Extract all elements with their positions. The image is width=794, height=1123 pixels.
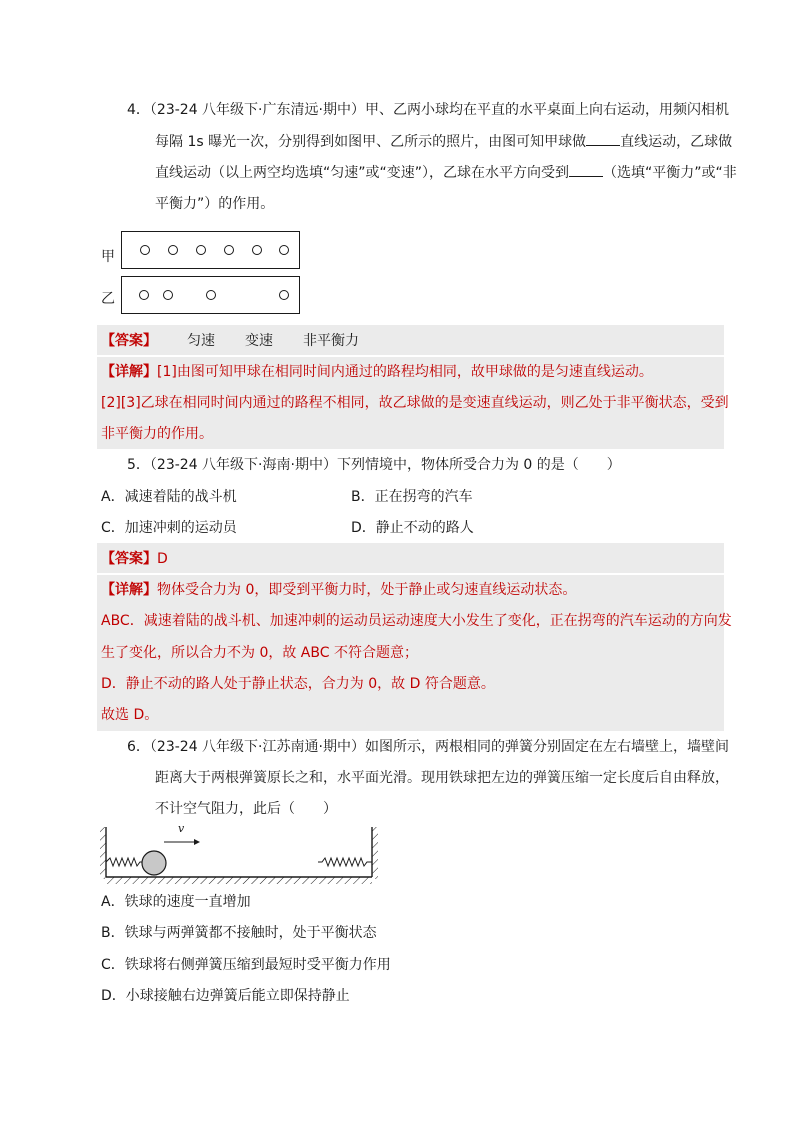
q5-detail-line2: ABC．减速着陆的战斗机、加速冲刺的运动员运动速度大小发生了变化，正在拐弯的汽车运动的方向发 (101, 613, 732, 629)
q6-line1 (127, 737, 729, 757)
q6-option-d[interactable]: D．小球接触右边弹簧后能立即保持静止 (101, 988, 350, 1004)
q5-source: （23-24 八年级下·海南·期中） (149, 457, 337, 473)
q4-line3 (155, 162, 737, 183)
q4-blank-1[interactable] (586, 131, 620, 146)
ball-jia-2 (168, 245, 178, 255)
q4-answer (101, 331, 359, 351)
q4-line4 (155, 194, 274, 214)
q4-answer-3: 非平衡力 (303, 333, 359, 349)
q5-detail-line1 (101, 580, 576, 600)
q4-source: （23-24 八年级下·广东清远·期中） (149, 102, 365, 118)
q4-line1 (127, 100, 729, 120)
iron-ball (142, 851, 166, 875)
q6-number: 6． (127, 739, 150, 755)
q5-detail-1: 物体受合力为 0，即受到平衡力时，处于静止或匀速直线运动状态。 (157, 582, 577, 598)
q5-detail-line3: 生了变化，所以合力不为 0，故 ABC 不符合题意； (101, 645, 418, 661)
q5-text: 下列情境中，物体所受合力为 0 的是（ ） (336, 457, 621, 473)
velocity-arrowhead (194, 839, 200, 845)
q6-source: （23-24 八年级下·江苏南通·期中） (149, 739, 365, 755)
q4-answer-2: 变速 (245, 333, 273, 349)
figure-label-jia: 甲 (101, 249, 115, 265)
q5-option-d[interactable]: D．静止不动的路人 (351, 520, 474, 536)
answer-tag: 【答案】 (101, 333, 157, 349)
q5-option-b[interactable]: B．正在拐弯的汽车 (351, 489, 473, 505)
detail-tag: 【详解】 (101, 364, 157, 380)
q5-stem (127, 455, 621, 475)
ball-yi-3 (206, 290, 216, 300)
ball-jia-3 (196, 245, 206, 255)
q4-detail-1: [1]由图可知甲球在相同时间内通过的路程均相同，故甲球做的是匀速直线运动。 (157, 364, 653, 380)
ball-yi-4 (279, 290, 289, 300)
q6-option-b[interactable]: B．铁球与两弹簧都不接触时，处于平衡状态 (101, 925, 377, 941)
q4-text-1: 甲、乙两小球均在平直的水平桌面上向右运动，用频闪相机 (364, 102, 729, 118)
ball-jia-5 (252, 245, 262, 255)
q4-line2 (155, 131, 732, 152)
q5-detail-line4: D．静止不动的路人处于静止状态，合力为 0，故 D 符合题意。 (101, 676, 495, 692)
q5-answer-shade (97, 543, 724, 573)
right-wall-hatch (372, 827, 378, 879)
ball-jia-4 (224, 245, 234, 255)
q6-option-a[interactable]: A．铁球的速度一直增加 (101, 894, 251, 910)
q4-number: 4． (127, 102, 150, 118)
q6-line2: 距离大于两根弹簧原长之和，水平面光滑。现用铁球把左边的弹簧压缩一定长度后自由释放， (155, 770, 729, 786)
q4-text-4: 平衡力”）的作用。 (155, 196, 275, 212)
detail-tag: 【详解】 (101, 582, 157, 598)
q6-text-1: 如图所示，两根相同的弹簧分别固定在左右墙壁上，墙壁间 (364, 739, 729, 755)
ball-jia-1 (140, 245, 150, 255)
q4-answer-1: 匀速 (187, 333, 215, 349)
q4-detail-line2: [2][3]乙球在相同时间内通过的路程不相同，故乙球做的是变速直线运动，则乙处于非平衡状态，受到 (101, 395, 729, 411)
ball-jia-6 (279, 245, 289, 255)
q5-number: 5． (127, 457, 150, 473)
spring-wall-diagram (100, 823, 384, 887)
q4-text-3: 直线运动（以上两空均选填“匀速”或“变速”），乙球在水平方向受到 (155, 165, 570, 181)
q4-detail-line3: 非平衡力的作用。 (101, 426, 213, 442)
velocity-label: v (178, 822, 185, 835)
q5-answer-value: D (157, 551, 168, 567)
q4-blank-2[interactable] (569, 162, 603, 177)
left-spring (106, 858, 143, 866)
right-spring (318, 858, 372, 866)
q5-answer (101, 549, 168, 569)
q5-detail-line5: 故选 D。 (101, 707, 159, 723)
ball-yi-1 (139, 290, 149, 300)
left-wall-hatch (100, 827, 106, 879)
ball-yi-2 (163, 290, 173, 300)
q5-option-c[interactable]: C．加速冲刺的运动员 (101, 520, 237, 536)
figure-label-yi: 乙 (101, 291, 115, 307)
q6-line3: 不计空气阻力，此后（ ） (155, 801, 337, 817)
q5-option-a[interactable]: A．减速着陆的战斗机 (101, 489, 237, 505)
q4-detail-line1 (101, 362, 653, 382)
q4-text-3b: （选填“平衡力”或“非 (603, 165, 737, 181)
answer-tag: 【答案】 (101, 551, 157, 567)
q6-option-c[interactable]: C．铁球将右侧弹簧压缩到最短时受平衡力作用 (101, 957, 391, 973)
q4-text-2b: 直线运动，乙球做 (620, 134, 733, 150)
floor-hatch (106, 877, 372, 884)
q4-text-2: 每隔 1s 曝光一次，分别得到如图甲、乙所示的照片，由图可知甲球做 (155, 134, 587, 150)
